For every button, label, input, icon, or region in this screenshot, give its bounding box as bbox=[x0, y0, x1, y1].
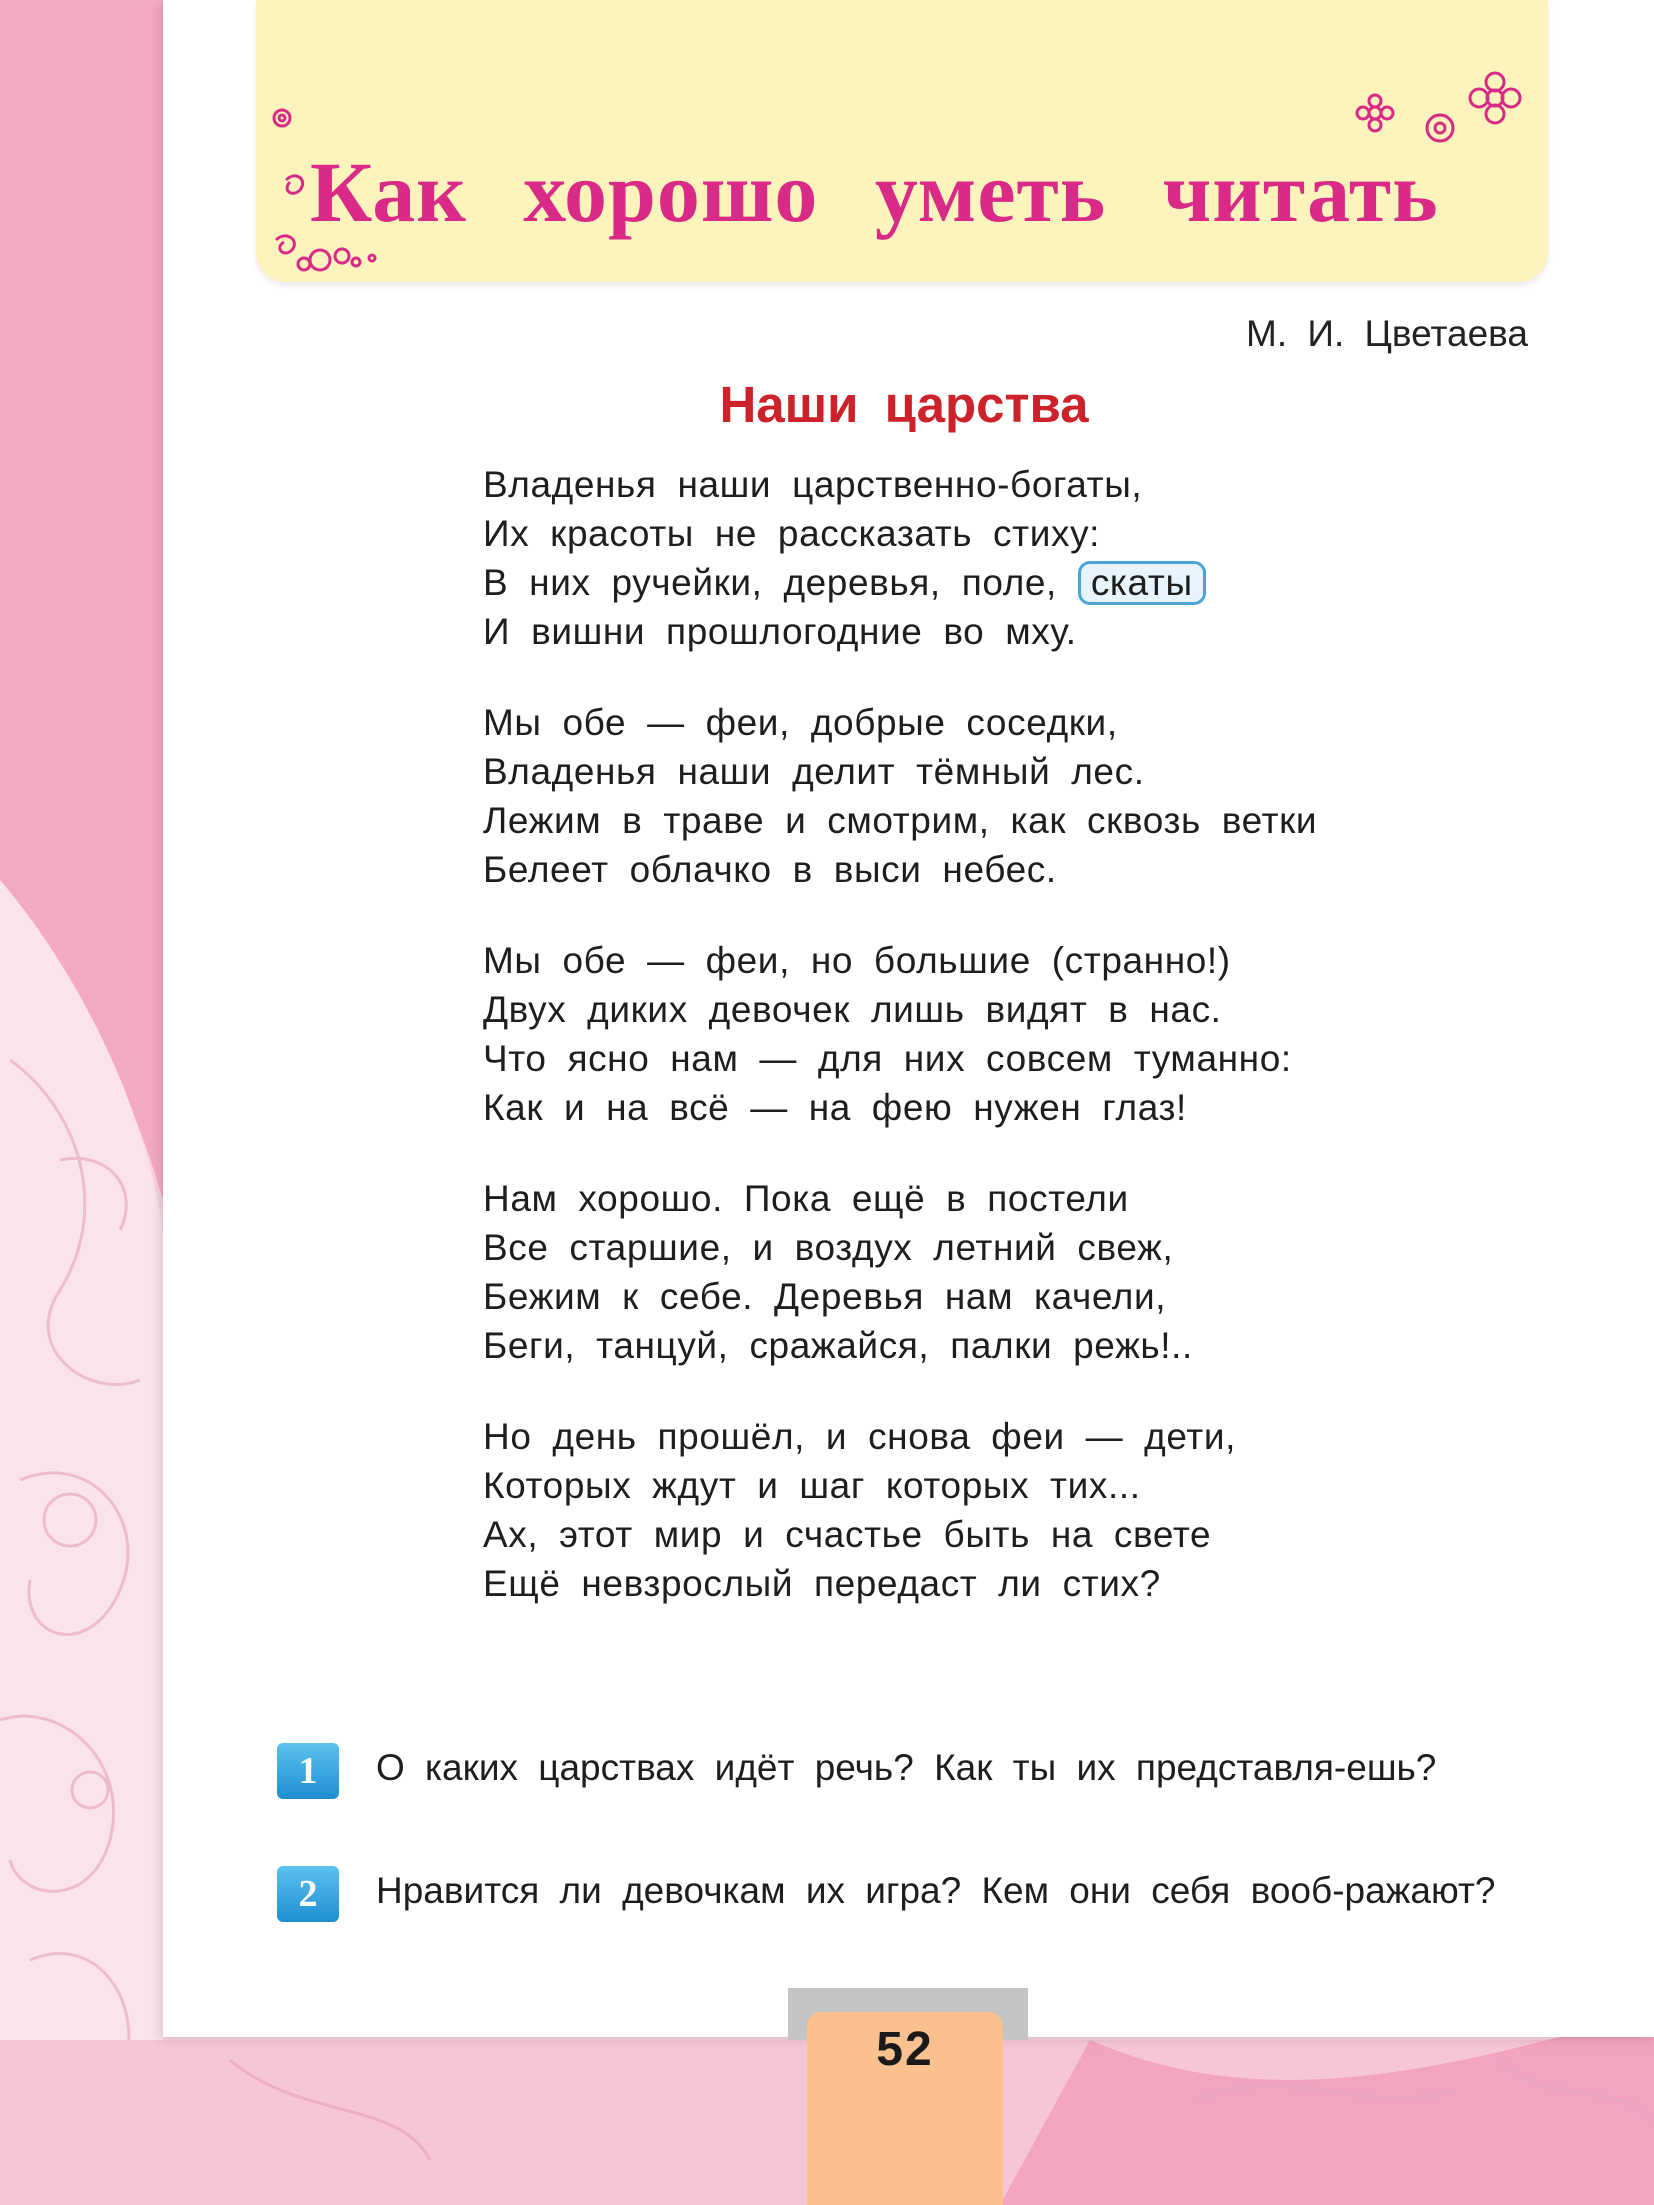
poem-line: Нам хорошо. Пока ещё в постели bbox=[483, 1178, 1129, 1219]
poem-line: Мы обе — феи, но большие (странно!) bbox=[483, 940, 1231, 981]
poem-line: Владенья наши царственно-богаты, bbox=[483, 464, 1143, 505]
poem-line: Ещё невзрослый передаст ли стих? bbox=[483, 1563, 1161, 1604]
poem-line: Как и на всё — на фею нужен глаз! bbox=[483, 1087, 1187, 1128]
poem-text bbox=[483, 460, 1317, 1650]
poem-line: Все старшие, и воздух летний свеж, bbox=[483, 1227, 1174, 1268]
question-number-badge: 2 bbox=[277, 1866, 339, 1922]
question-text: О каких царствах идёт речь? Как ты их представля-ешь? bbox=[376, 1747, 1437, 1788]
poem-line bbox=[483, 558, 1317, 607]
poem-line: И вишни прошлогодние во мху. bbox=[483, 611, 1077, 652]
poem-line-text: В них ручейки, деревья, поле, bbox=[483, 562, 1057, 603]
chapter-title: Как хорошо уметь читать bbox=[310, 144, 1439, 240]
poem-title: Наши царства bbox=[719, 376, 1089, 433]
poem-line: Их красоты не рассказать стиху: bbox=[483, 513, 1101, 554]
poem-line: Но день прошёл, и снова феи — дети, bbox=[483, 1416, 1236, 1457]
poem-line: Ах, этот мир и счастье быть на свете bbox=[483, 1514, 1212, 1555]
poem-stanza bbox=[483, 1174, 1317, 1370]
poem-stanza bbox=[483, 936, 1317, 1132]
page-number: 52 bbox=[807, 2012, 1003, 2205]
poem-line: Бежим к себе. Деревья нам качели, bbox=[483, 1276, 1167, 1317]
author-name: М. И. Цветаева bbox=[1246, 313, 1528, 354]
poem-line: Лежим в траве и смотрим, как сквозь ветки bbox=[483, 800, 1318, 841]
question-number-badge: 1 bbox=[277, 1743, 339, 1799]
poem-stanza bbox=[483, 698, 1317, 894]
question-2 bbox=[277, 1866, 1527, 1916]
question-1 bbox=[277, 1743, 1527, 1793]
poem-stanza bbox=[483, 460, 1317, 656]
highlighted-word: скаты bbox=[1078, 561, 1206, 605]
question-text: Нравится ли девочкам их игра? Кем они себя вооб-ражают? bbox=[376, 1870, 1496, 1911]
poem-line: Беги, танцуй, сражайся, палки режь!.. bbox=[483, 1325, 1193, 1366]
poem-line: Владенья наши делит тёмный лес. bbox=[483, 751, 1145, 792]
poem-line: Белеет облачко в выси небес. bbox=[483, 849, 1057, 890]
poem-stanza bbox=[483, 1412, 1317, 1608]
poem-line: Двух диких девочек лишь видят в нас. bbox=[483, 989, 1222, 1030]
poem-line: Которых ждут и шаг которых тих... bbox=[483, 1465, 1141, 1506]
poem-line: Что ясно нам — для них совсем туманно: bbox=[483, 1038, 1292, 1079]
poem-line: Мы обе — феи, добрые соседки, bbox=[483, 702, 1118, 743]
